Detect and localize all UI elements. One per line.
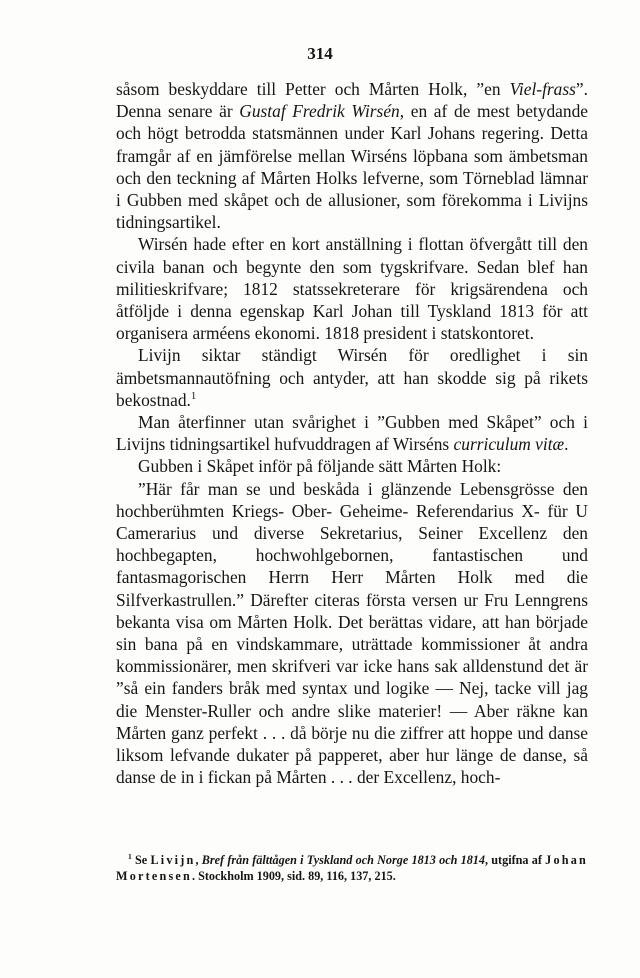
paragraph [116,455,588,477]
text-run: . [564,434,569,455]
text-run: Gubben i Skåpet inför på följande sätt Mårten Holk: [138,456,502,477]
footnote-marker: 1 [128,851,132,861]
footnote-marker: 1 [190,390,197,403]
paragraph [116,344,588,411]
text-run: såsom beskyddare till Petter och Mårten Holk, ”en [116,79,510,99]
text-run: Man återfinner utan svårighet i ”Gubben med Skåpet” och i Livijns tidningsartikel hufvuddragen af Wirséns [116,412,588,455]
text-run: , en af de mest betydande och högt betrodda statsmännen under Karl Johans regering. Detta framgår af en jämförelse mellan Wirséns löpbana som ämbetsman och den teckning af Mårten Holks lefverne, som Törneblad lämnar i Gubben med skåpet och de allusioner, som förekomma i Livijns tidningsartikel. [116,101,588,233]
text-run: ”Här får man se und beskåda i glänzende Lebensgrösse den hochberühmten Kriegs- Ober- Geheime- Referendarius X- für U Camerarius und diverse Sekretarius, Seiner Excellenz den hochbegapten, hochwohlgebornen, fantastischen und fantasmagorischen Herrn Herr Mårten Holk med die Silfverkastrullen.” Därefter citeras första versen ur Fru Lenngrens bekanta visa om Mårten Holk. Det berättas vidare, att han började sin bana på en vindskammare, uträttade kommissioner åt andra kommissionärer, men skrifveri var icke hans sak alldenstund det är ”så ein fanders bråk med syntax und logike — Nej, tacke vill jag die Menster-Ruller och andre slike materier! — Aber räkne kan Mårten ganz perfekt . . . då börje nu die ziffrer att hoppe und danse liksom lefvande dukater på papperet, aber hur länge de danse, så danse de in i fickan på Mårten . . . der Excellenz, hoch- [116,478,588,788]
italic-text: curriculum vitæ [453,434,565,455]
text-run: Livijn siktar ständigt Wirsén för oredlighet i sin ämbetsmannautöfning och antyder, att han skodde sig på rikets bekostnad. [116,345,588,410]
footnotes [116,852,588,884]
paragraph [116,78,588,233]
spaced-name: Livijn [150,853,196,867]
body-text [116,78,588,789]
paragraph [116,411,588,455]
footnote [116,852,588,884]
text-run: Wirsén hade efter en kort anställning i flottan öfvergått till den civila banan och begynte den som tygskrifvare. Sedan blef han militieskrifvare; 1812 statssekreterare för krigsärendena och åtföljde i denna egenskap Karl Johan till Tyskland 1813 för att organisera arméens ekonomi. 1818 president i statskontoret. [116,234,588,344]
paragraph [116,478,588,789]
italic-text: Viel-frass [509,79,576,99]
text-run: Se [131,853,151,867]
text-run: , utgifna af [485,853,546,867]
italic-text: Gustaf Fredrik Wirsén [239,101,400,122]
text-run: , [195,853,202,867]
text-run: ”. Denna senare är [116,79,588,122]
text-run: . Stockholm 1909, sid. 89, 116, 137, 215. [191,869,396,883]
page-number: 314 [307,44,333,63]
paragraph [116,233,588,344]
spaced-name: Johan Mortensen [116,853,588,883]
italic-text: Bref från fälttågen i Tyskland och Norge 1813 och 1814 [201,853,485,867]
